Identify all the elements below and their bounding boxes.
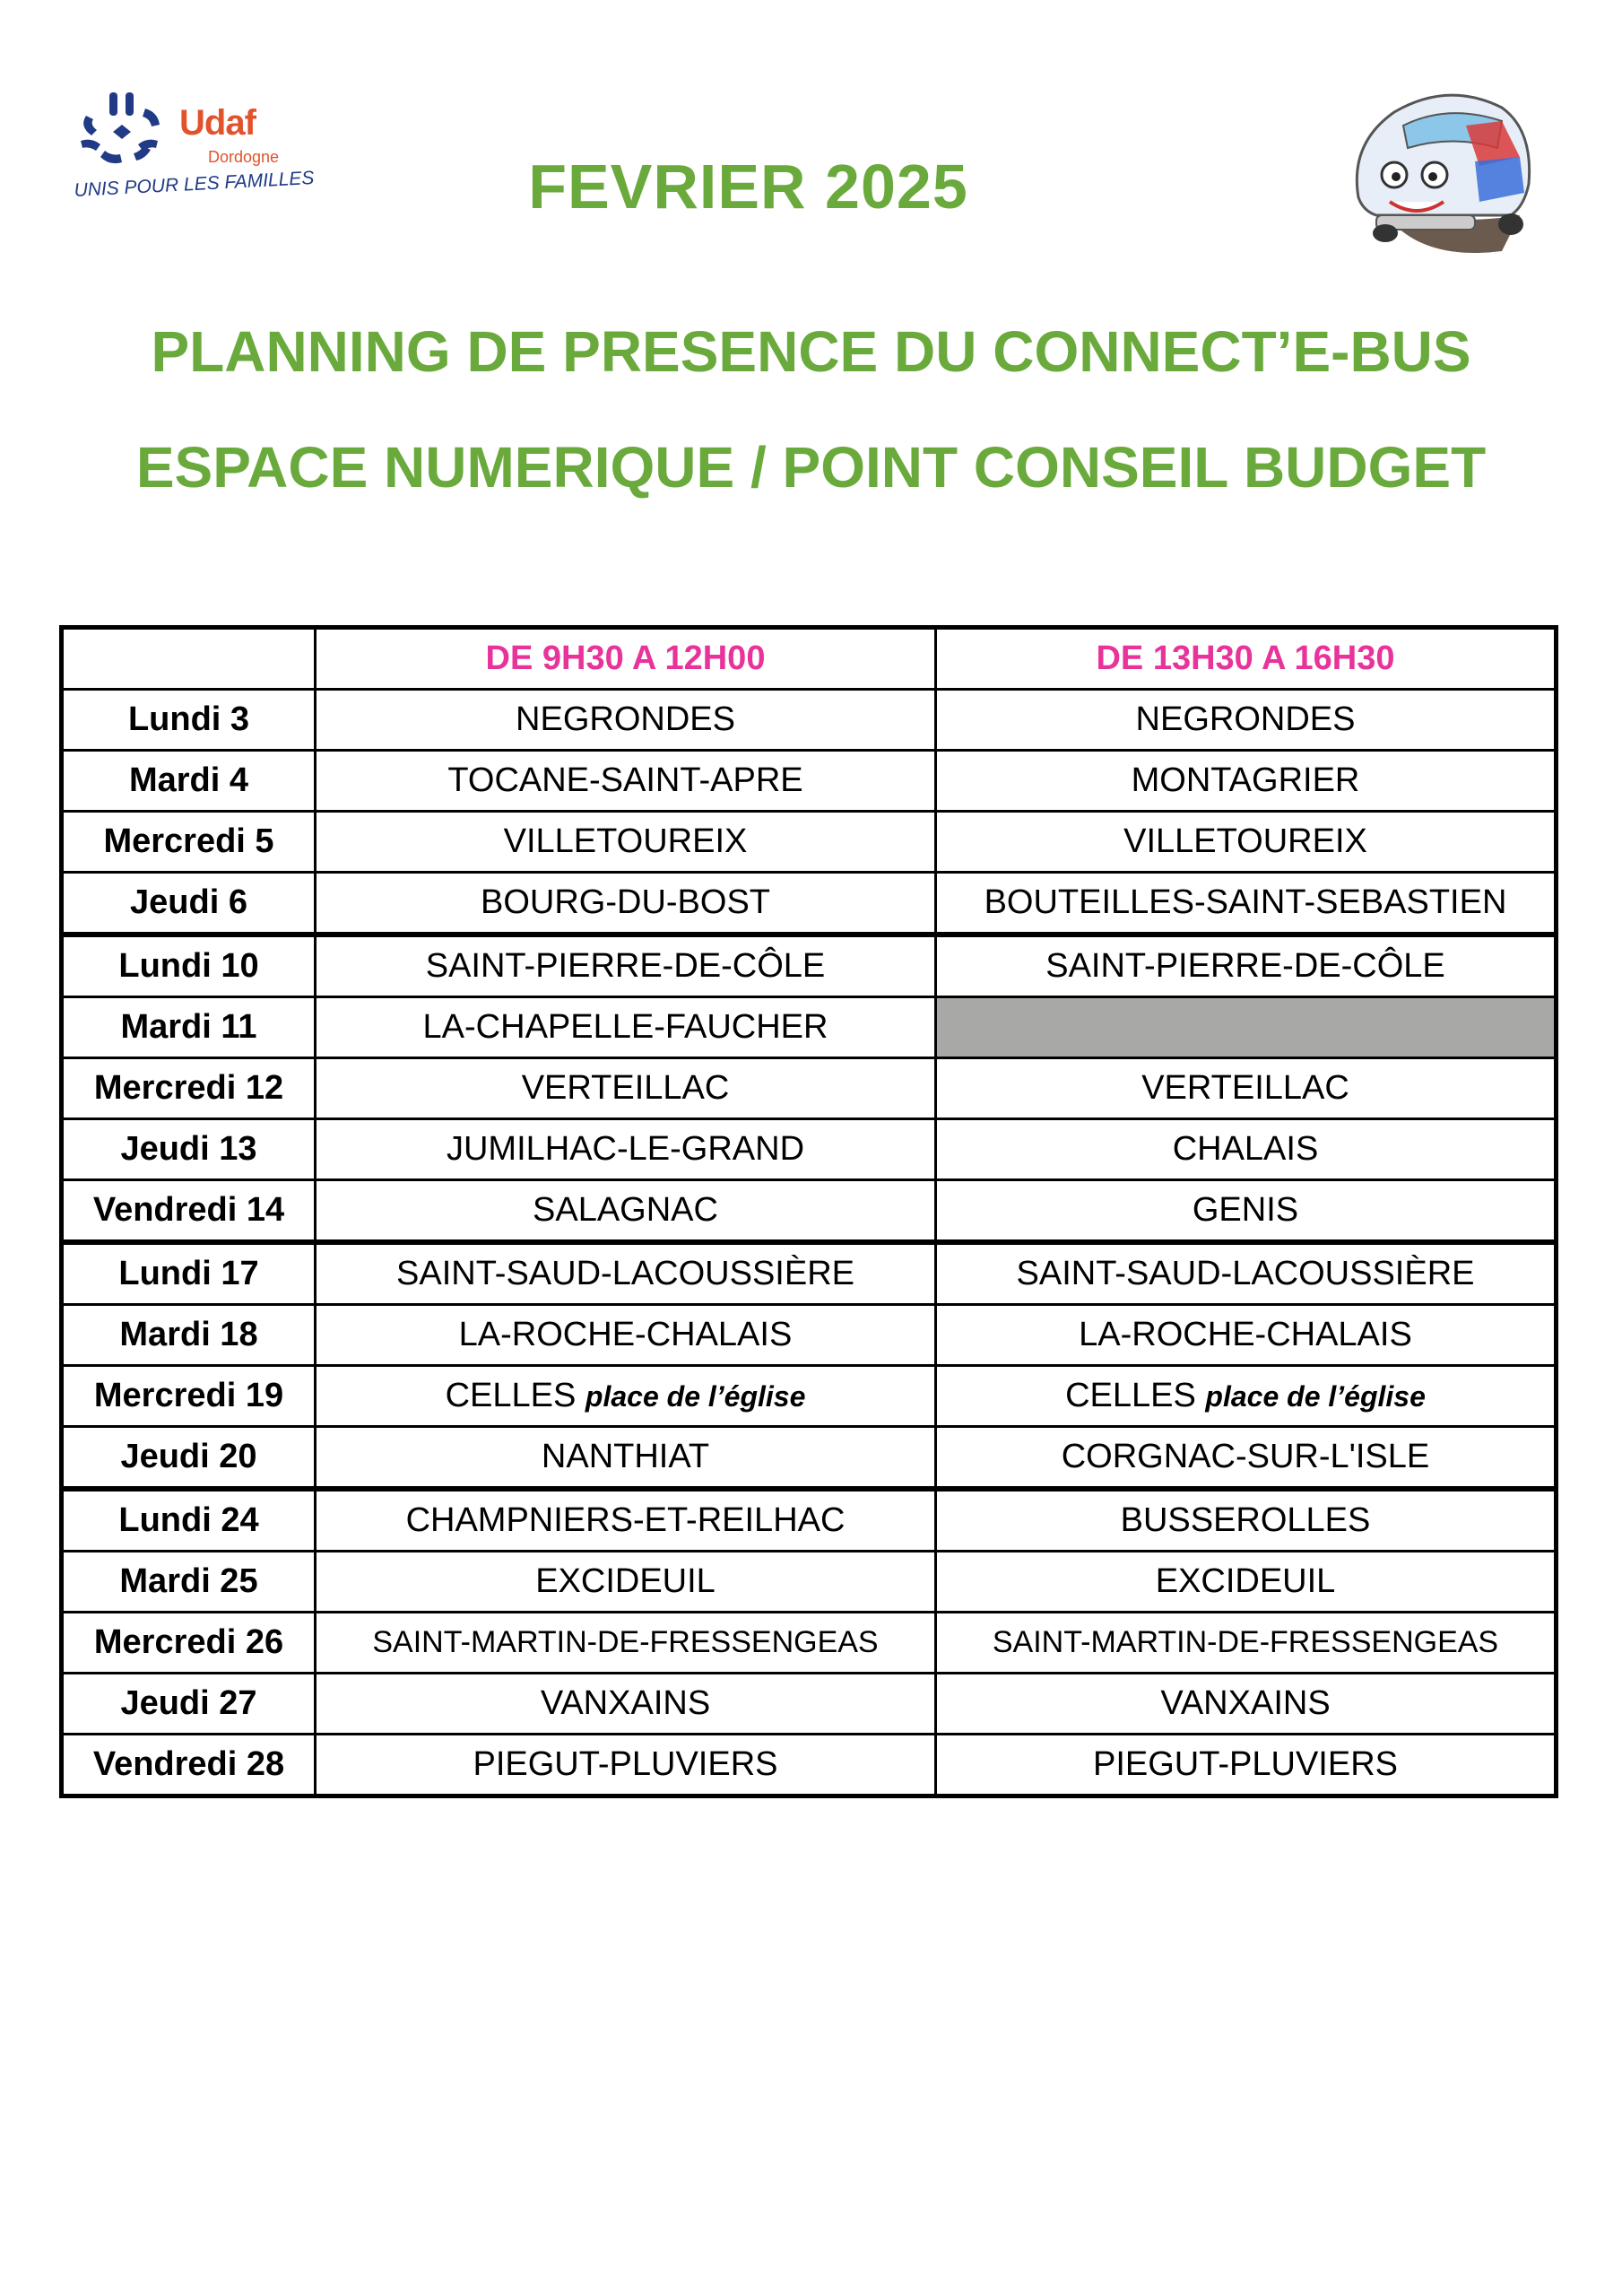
afternoon-location-note: place de l’église [1205,1380,1426,1413]
day-cell: Lundi 17 [62,1242,316,1305]
logo-tagline: UNIS POUR LES FAMILLES [74,167,315,201]
morning-location-cell: BOURG-DU-BOST [316,873,936,935]
morning-location-cell: TOCANE-SAINT-APRE [316,751,936,812]
afternoon-location-cell: CORGNAC-SUR-L'ISLE [936,1427,1557,1490]
day-cell: Mercredi 19 [62,1366,316,1427]
day-cell: Mardi 18 [62,1305,316,1366]
afternoon-location-cell: SAINT-MARTIN-DE-FRESSENGEAS [936,1613,1557,1674]
morning-location-cell: SAINT-SAUD-LACOUSSIÈRE [316,1242,936,1305]
morning-location-cell: JUMILHAC-LE-GRAND [316,1119,936,1180]
day-cell: Mardi 25 [62,1552,316,1613]
table-row [62,1427,1557,1490]
day-cell: Jeudi 13 [62,1119,316,1180]
day-cell: Mardi 4 [62,751,316,812]
afternoon-location-cell: NEGRONDES [936,690,1557,751]
afternoon-location-cell: BUSSEROLLES [936,1489,1557,1552]
table-row [62,997,1557,1058]
page-title: PLANNING DE PRESENCE DU CONNECT’E-BUS [151,319,1471,384]
day-cell: Mardi 11 [62,997,316,1058]
table-row [62,935,1557,997]
afternoon-location-cell: SAINT-SAUD-LACOUSSIÈRE [936,1242,1557,1305]
morning-location-cell [316,1366,936,1427]
morning-location-cell: VERTEILLAC [316,1058,936,1119]
morning-location-note: place de l’église [585,1380,806,1413]
afternoon-location-name: CELLES [1065,1377,1196,1414]
morning-location-cell: LA-CHAPELLE-FAUCHER [316,997,936,1058]
morning-location-name: CELLES [445,1377,577,1414]
afternoon-location-cell: VANXAINS [936,1674,1557,1735]
day-cell: Mercredi 12 [62,1058,316,1119]
day-cell: Jeudi 27 [62,1674,316,1735]
morning-location-cell: SAINT-PIERRE-DE-CÔLE [316,935,936,997]
morning-location-cell: VANXAINS [316,1674,936,1735]
table-header-row [62,628,1557,690]
afternoon-location-cell: BOUTEILLES-SAINT-SEBASTIEN [936,873,1557,935]
afternoon-location-cell: CHALAIS [936,1119,1557,1180]
page-subtitle: ESPACE NUMERIQUE / POINT CONSEIL BUDGET [135,435,1487,500]
table-row [62,1180,1557,1243]
header-day [62,628,316,690]
table-row [62,690,1557,751]
afternoon-location-cell: GENIS [936,1180,1557,1243]
morning-location-cell: SALAGNAC [316,1180,936,1243]
afternoon-location-cell: VILLETOUREIX [936,812,1557,873]
day-cell: Mercredi 26 [62,1613,316,1674]
morning-location-cell: LA-ROCHE-CHALAIS [316,1305,936,1366]
table-row [62,1735,1557,1796]
day-cell: Vendredi 14 [62,1180,316,1243]
table-row [62,1058,1557,1119]
morning-location-cell: SAINT-MARTIN-DE-FRESSENGEAS [316,1613,936,1674]
table-row [62,751,1557,812]
afternoon-location-cell: VERTEILLAC [936,1058,1557,1119]
morning-location-cell: NEGRONDES [316,690,936,751]
day-cell: Lundi 3 [62,690,316,751]
afternoon-location-cell: SAINT-PIERRE-DE-CÔLE [936,935,1557,997]
morning-location-cell: EXCIDEUIL [316,1552,936,1613]
table-row [62,873,1557,935]
table-row [62,812,1557,873]
morning-location-cell: CHAMPNIERS-ET-REILHAC [316,1489,936,1552]
table-row [62,1613,1557,1674]
table-row [62,1305,1557,1366]
table-row [62,1242,1557,1305]
afternoon-location-cell [936,1366,1557,1427]
table-row [62,1489,1557,1552]
header-morning: DE 9H30 A 12H00 [316,628,936,690]
afternoon-location-cell: PIEGUT-PLUVIERS [936,1735,1557,1796]
day-cell: Jeudi 6 [62,873,316,935]
day-cell: Mercredi 5 [62,812,316,873]
morning-location-cell: NANTHIAT [316,1427,936,1490]
logo-subtitle: Dordogne [208,148,280,166]
table-row [62,1119,1557,1180]
table-row [62,1552,1557,1613]
afternoon-location-cell: LA-ROCHE-CHALAIS [936,1305,1557,1366]
logo-brand-name: Udaf [179,103,256,143]
header-afternoon: DE 13H30 A 16H30 [936,628,1557,690]
table-row [62,1674,1557,1735]
afternoon-location-cell [936,997,1557,1058]
day-cell: Jeudi 20 [62,1427,316,1490]
month-title: FEVRIER 2025 [528,152,968,222]
day-cell: Lundi 10 [62,935,316,997]
day-cell: Lundi 24 [62,1489,316,1552]
day-cell: Vendredi 28 [62,1735,316,1796]
afternoon-location-cell: MONTAGRIER [936,751,1557,812]
afternoon-location-cell: EXCIDEUIL [936,1552,1557,1613]
morning-location-cell: VILLETOUREIX [316,812,936,873]
table-row [62,1366,1557,1427]
morning-location-cell: PIEGUT-PLUVIERS [316,1735,936,1796]
planning-table [59,625,1558,1798]
